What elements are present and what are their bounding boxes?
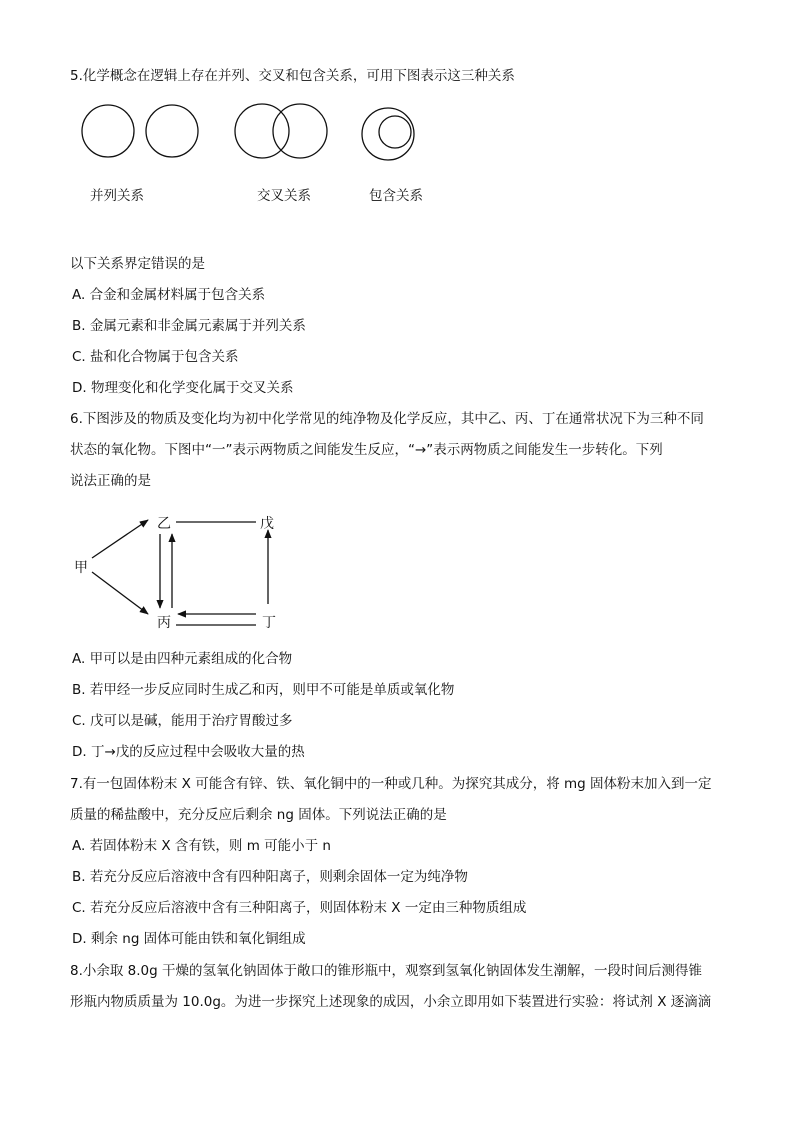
q7-option-a: A. 若固体粉末 X 含有铁，则 m 可能小于 n [72, 838, 331, 854]
label-parallel: 并列关系 [90, 188, 144, 204]
label-contain: 包含关系 [369, 188, 423, 204]
q6-option-d: D. 丁→戊的反应过程中会吸收大量的热 [72, 744, 305, 760]
node-ding: 丁 [262, 615, 276, 631]
intersect-circle-right [273, 104, 327, 158]
contain-relation-diagram [362, 108, 414, 160]
node-bing: 丙 [157, 615, 171, 631]
q7-stem-line-1: 7.有一包固体粉末 X 可能含有锌、铁、氧化铜中的一种或几种。为探究其成分，将 mg 固体粉末加入到一定 [70, 776, 712, 792]
q8-stem-line-2: 形瓶内物质质量为 10.0g。为进一步探究上述现象的成因，小余立即用如下装置进行实验：将试剂 X 逐滴滴 [70, 994, 712, 1010]
intersect-relation-diagram [235, 104, 327, 158]
parallel-relation-diagram [82, 105, 198, 157]
node-jia: 甲 [74, 560, 88, 576]
q6-option-b: B. 若甲经一步反应同时生成乙和丙，则甲不可能是单质或氧化物 [72, 682, 455, 698]
q7-stem-line-2: 质量的稀盐酸中，充分反应后剩余 ng 固体。下列说法正确的是 [70, 807, 447, 823]
q6-option-a: A. 甲可以是由四种元素组成的化合物 [72, 651, 293, 667]
q5-prompt: 以下关系界定错误的是 [70, 256, 205, 272]
q8-stem-line-1: 8.小余取 8.0g 干燥的氢氧化钠固体于敞口的锥形瓶中，观察到氢氧化钠固体发生潮解，一段时间后测得锥 [70, 963, 703, 979]
q6-option-c: C. 戊可以是碱，能用于治疗胃酸过多 [72, 713, 293, 729]
q5-option-a: A. 合金和金属材料属于包含关系 [72, 287, 266, 303]
q7-option-c: C. 若充分反应后溶液中含有三种阳离子，则固体粉末 X 一定由三种物质组成 [72, 900, 527, 916]
label-intersect: 交叉关系 [257, 188, 311, 204]
q6-stem-line-3: 说法正确的是 [70, 473, 151, 489]
q6-stem-line-1: 6.下图涉及的物质及变化均为初中化学常见的纯净物及化学反应，其中乙、丙、丁在通常状况下为三种不同 [70, 411, 704, 427]
q5-stem: 5.化学概念在逻辑上存在并列、交叉和包含关系，可用下图表示这三种关系 [70, 68, 515, 84]
q5-option-d: D. 物理变化和化学变化属于交叉关系 [72, 380, 294, 396]
contain-circle-inner [379, 116, 411, 148]
q6-stem-line-2: 状态的氧化物。下图中“一”表示两物质之间能发生反应，“→”表示两物质之间能发生一步转化。下列 [70, 442, 663, 458]
arrow-jia-to-yi [92, 520, 148, 558]
parallel-circle-right [146, 105, 198, 157]
contain-circle-outer [362, 108, 414, 160]
q7-option-d: D. 剩余 ng 固体可能由铁和氧化铜组成 [72, 931, 306, 947]
q5-option-c: C. 盐和化合物属于包含关系 [72, 349, 239, 365]
q5-option-b: B. 金属元素和非金属元素属于并列关系 [72, 318, 306, 334]
q6-reaction-diagram [66, 506, 326, 636]
node-yi: 乙 [157, 516, 171, 532]
node-wu: 戊 [260, 516, 274, 532]
arrow-jia-to-bing [92, 572, 148, 614]
q7-option-b: B. 若充分反应后溶液中含有四种阳离子，则剩余固体一定为纯净物 [72, 869, 468, 885]
parallel-circle-left [82, 105, 134, 157]
